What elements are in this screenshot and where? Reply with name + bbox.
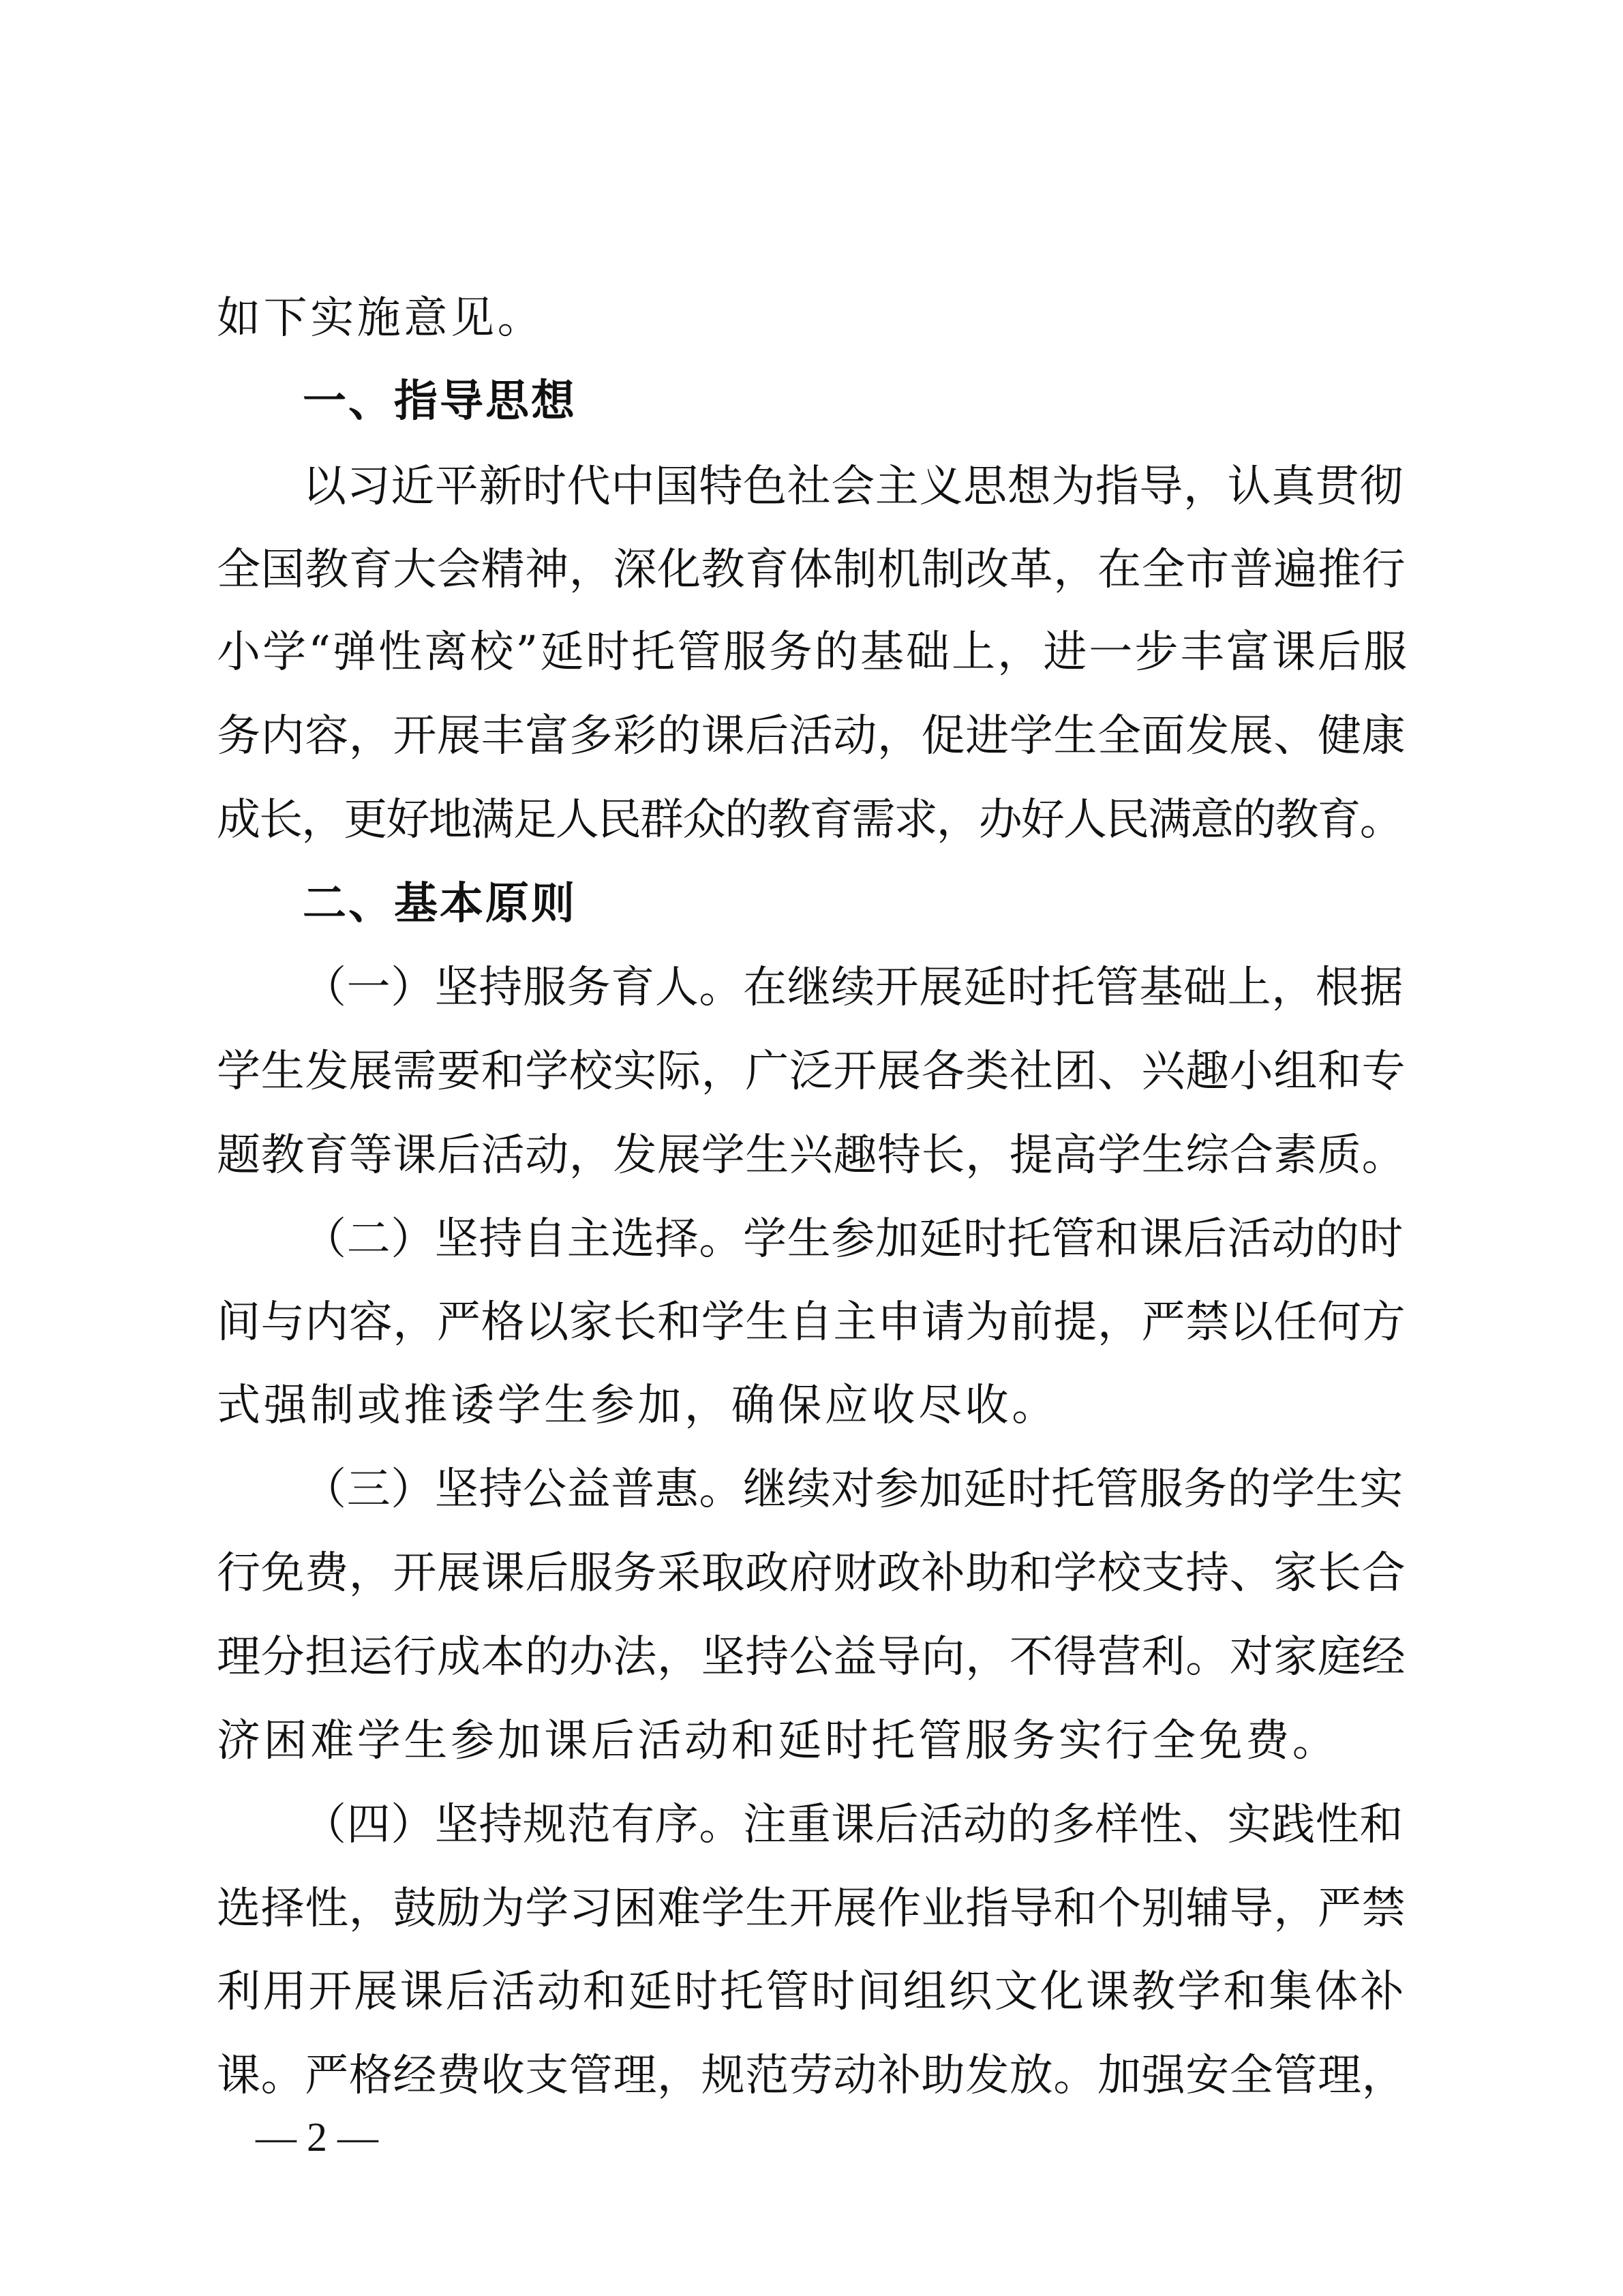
text-line-21: 利用开展课后活动和延时托管时间组织文化课教学和集体补 (217, 1967, 1406, 2017)
text-line-17: 理分担运行成本的办法，坚持公益导向，不得营利。对家庭经 (217, 1632, 1406, 1682)
text-line-22: 课。严格经费收支管理，规范劳动补助发放。加强安全管理， (217, 2051, 1406, 2101)
text-line-20: 选择性，鼓励为学习困难学生开展作业指导和个别辅导，严禁 (217, 1884, 1406, 1934)
text-line-3: 以习近平新时代中国特色社会主义思想为指导，认真贯彻 (303, 462, 1404, 512)
text-line-10: 学生发展需要和学校实际，广泛开展各类社团、兴趣小组和专 (217, 1046, 1406, 1097)
text-line-7: 成长，更好地满足人民群众的教育需求，办好人民满意的教育。 (217, 795, 1402, 845)
text-line-15: （三）坚持公益普惠。继续对参加延时托管服务的学生实 (303, 1464, 1404, 1515)
text-line-18: 济困难学生参加课后活动和延时托管服务实行全免费。 (217, 1716, 1339, 1766)
text-line-14: 式强制或推诿学生参加，确保应收尽收。 (217, 1380, 1059, 1431)
text-line-12: （二）坚持自主选择。学生参加延时托管和课后活动的时 (303, 1214, 1404, 1265)
text-line-1: 如下实施意见。 (217, 293, 545, 344)
text-line-4: 全国教育大会精神，深化教育体制机制改革，在全市普遍推行 (217, 545, 1406, 595)
section-heading-basic-principles: 二、基本原则 (303, 879, 577, 929)
text-line-11: 题教育等课后活动，发展学生兴趣特长，提高学生综合素质。 (217, 1130, 1406, 1181)
text-line-9: （一）坚持服务育人。在继续开展延时托管基础上，根据 (303, 963, 1404, 1013)
text-line-13: 间与内容，严格以家长和学生自主申请为前提，严禁以任何方 (217, 1297, 1406, 1348)
section-heading-guiding-ideology: 一、指导思想 (303, 376, 577, 427)
page-number: — 2 — (256, 2115, 378, 2160)
text-line-6: 务内容，开展丰富多彩的课后活动，促进学生全面发展、健康 (217, 711, 1406, 761)
text-line-5: 小学“弹性离校”延时托管服务的基础上，进一步丰富课后服 (217, 627, 1410, 678)
text-line-19: （四）坚持规范有序。注重课后活动的多样性、实践性和 (303, 1800, 1404, 1850)
text-line-16: 行免费，开展课后服务采取政府财政补助和学校支持、家长合 (217, 1548, 1406, 1599)
